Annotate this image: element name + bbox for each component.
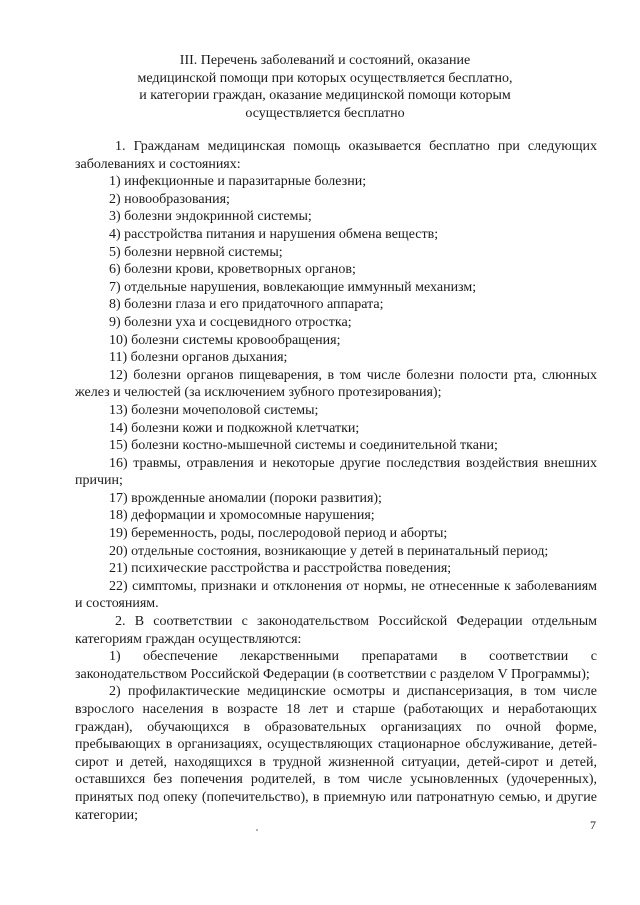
list-item: 7) отдельные нарушения, вовлекающие иммунный механизм; [109,279,477,295]
list-item: 21) психические расстройства и расстройства поведения; [109,561,452,577]
list-item: 3) болезни эндокринной системы; [109,209,312,225]
list-item: 22) симптомы, признаки и отклонения от нормы, не отнесенные к заболеваниям и состояниям. [75,578,597,612]
list-item: 15) болезни костно-мышечной системы и соединительной ткани; [109,438,498,454]
scan-speck [256,829,258,831]
list-item: 18) деформации и хромосомные нарушения; [109,508,375,524]
section-2-intro: 2. В соответствии с законодательством Российской Федерации отдельным категориям граждан осуществляются: [75,614,597,647]
list-item: 11) болезни органов дыхания; [109,350,288,366]
list-item: 1) инфекционные и паразитарные болезни; [109,174,367,190]
section-1-intro: 1. Гражданам медицинская помощь оказывается бесплатно при следующих заболеваниях и состояниях: [75,139,597,172]
list-item: 5) болезни нервной системы; [109,244,283,260]
heading-line: и категории граждан, оказание медицинской помощи которым [139,88,511,103]
list-item: 4) расстройства питания и нарушения обмена веществ; [109,226,439,242]
section-heading [100,52,550,122]
document-body [75,138,597,824]
list-item: 9) болезни уха и сосцевидного отростка; [109,314,352,330]
list-item: 19) беременность, роды, послеродовой период и аборты; [109,526,448,542]
list-item: 6) болезни крови, кроветворных органов; [109,262,356,278]
list-item: 17) врожденные аномалии (пороки развития); [109,490,382,506]
list-item: 2) новообразования; [109,191,230,207]
list-item: 14) болезни кожи и подкожной клетчатки; [109,420,360,436]
list-item: 10) болезни системы кровообращения; [109,332,341,348]
list-item: 1) обеспечение лекарственными препаратами в соответствии с законодательством Российской Федерации (в соответствии с разделом V Программы); [75,649,597,682]
heading-line: III. Перечень заболеваний и состояний, оказание [179,53,471,68]
list-item: 16) травмы, отравления и некоторые другие последствия воздействия внешних причин; [75,455,597,489]
heading-line: осуществляется бесплатно [245,105,405,121]
list-item: 8) болезни глаза и его придаточного аппарата; [109,297,384,313]
list-item: 12) болезни органов пищеварения, в том числе болезни полости рта, слюнных желез и челюстей (за исключением зубного протезирования); [75,367,597,401]
list-item: 20) отдельные состояния, возникающие у детей в перинатальный период; [109,543,549,559]
page-number: 7 [590,818,596,832]
list-item: 13) болезни мочеполовой системы; [109,402,319,418]
heading-line: медицинской помощи при которых осуществляется бесплатно, [137,70,513,86]
list-item: 2) профилактические медицинские осмотры и диспансеризация, в том числе взрослого населения в возрасте 18 лет и старше (работающих и неработающих граждан), обучающихся в образовательных организациях по очной форме, пребывающих в организациях, осуществляющих стационарное обслуживание, детей-сирот и детей, находящихся в трудной жизненной ситуации, детей-сирот и детей, оставшихся без попечения родителей, в том числе усыновленных (удочеренных), принятых под опеку (попечительство), в приемную или патронатную семью, и другие категории; [75,684,597,823]
